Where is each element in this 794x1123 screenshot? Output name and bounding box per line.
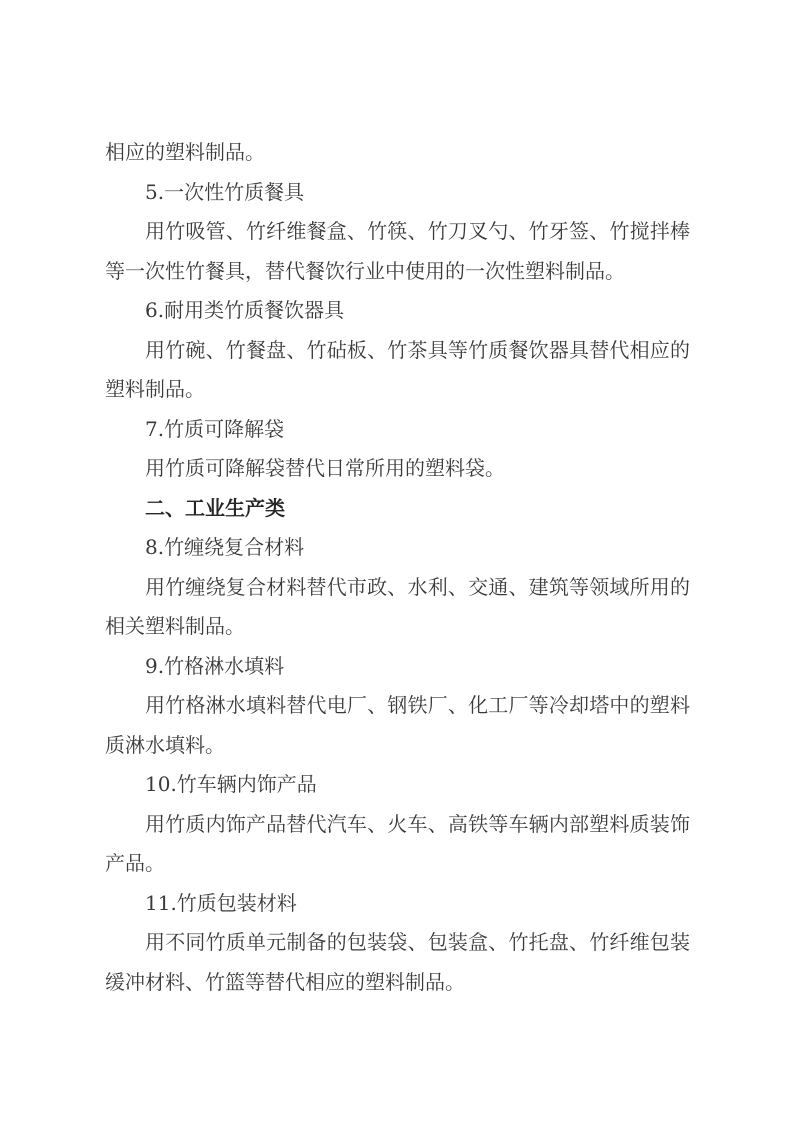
item-11-description: 用不同竹质单元制备的包装袋、包装盒、竹托盘、竹纤维包装缓冲材料、竹篮等替代相应的塑料制品。 [105, 930, 690, 994]
paragraph-continuation: 相应的塑料制品。 [105, 140, 265, 164]
item-10-description: 用竹质内饰产品替代汽车、火车、高铁等车辆内部塑料质装饰产品。 [105, 811, 690, 875]
item-9-title: 9.竹格淋水填料 [145, 653, 285, 678]
section-heading-industrial-production: 二、工业生产类 [145, 495, 285, 520]
item-5-description: 用竹吸管、竹纤维餐盒、竹筷、竹刀叉勺、竹牙签、竹搅拌棒等一次性竹餐具，替代餐饮行业中使用的一次性塑料制品。 [105, 219, 690, 283]
item-6-description: 用竹碗、竹餐盘、竹砧板、竹茶具等竹质餐饮器具替代相应的塑料制品。 [105, 337, 690, 401]
item-9-description: 用竹格淋水填料替代电厂、钢铁厂、化工厂等冷却塔中的塑料质淋水填料。 [105, 693, 690, 757]
document-text-column [105, 133, 690, 1002]
item-7-title: 7.竹质可降解袋 [145, 416, 285, 441]
item-6-title: 6.耐用类竹质餐饮器具 [145, 298, 345, 322]
item-11-title: 11.竹质包装材料 [145, 890, 297, 915]
item-7-description: 用竹质可降解袋替代日常所用的塑料袋。 [145, 456, 505, 480]
item-8-description: 用竹缠绕复合材料替代市政、水利、交通、建筑等领域所用的相关塑料制品。 [105, 574, 690, 638]
item-8-title: 8.竹缠绕复合材料 [145, 535, 305, 559]
item-10-title: 10.竹车辆内饰产品 [145, 772, 317, 796]
item-5-title: 5.一次性竹质餐具 [145, 179, 305, 204]
